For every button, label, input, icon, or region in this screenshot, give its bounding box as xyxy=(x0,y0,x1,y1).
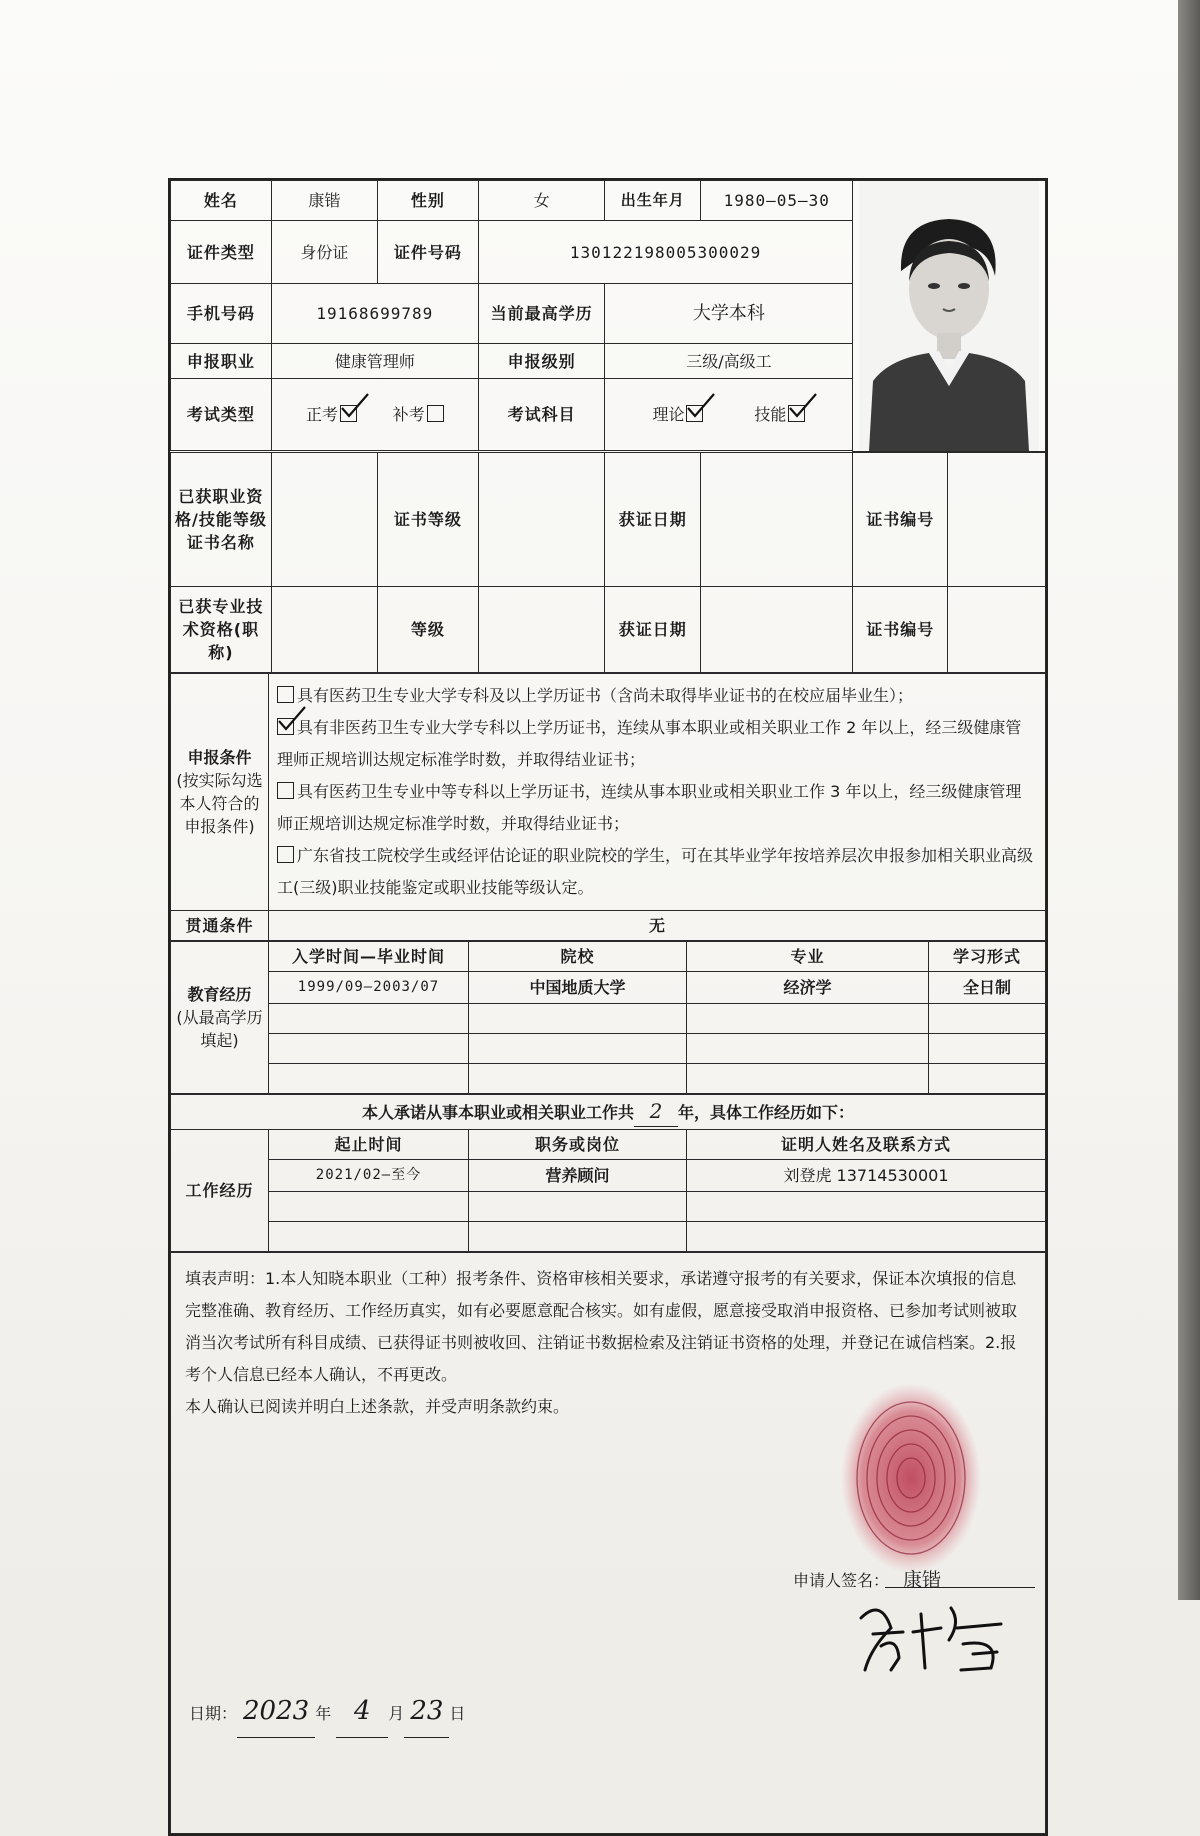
work-label: 工作经历 xyxy=(171,1130,269,1252)
subject-label: 考试科目 xyxy=(478,378,605,451)
promise-years[interactable]: 2 xyxy=(634,1097,678,1127)
condition-item-1 xyxy=(277,680,1037,712)
tech-label: 已获专业技术资格(职称) xyxy=(171,587,272,673)
condition-1-text: 具有医药卫生专业大学专科及以上学历证书（含尚未取得毕业证书的在校应届毕业生）； xyxy=(297,686,914,705)
edu-period-cell[interactable] xyxy=(269,1034,469,1064)
date-year[interactable]: 2023 xyxy=(237,1685,315,1738)
occupation-label: 申报职业 xyxy=(171,344,272,378)
work-position-cell: 营养顾问 xyxy=(469,1160,687,1192)
edu-value: 大学本科 xyxy=(605,283,853,344)
edu-period-cell: 1999/09—2003/07 xyxy=(269,972,469,1004)
table-row xyxy=(171,1192,1046,1222)
month-unit: 月 xyxy=(388,1704,405,1723)
exam-retake-label: 补考 xyxy=(392,405,425,425)
work-reference-cell[interactable] xyxy=(687,1192,1046,1222)
condition-1-checkbox[interactable] xyxy=(277,686,294,703)
skill-cert-value[interactable] xyxy=(271,453,377,587)
condition-item-4 xyxy=(277,840,1037,904)
year-unit: 年 xyxy=(315,1704,332,1723)
tech-no-label: 证书编号 xyxy=(853,587,948,673)
exam-regular-checkbox[interactable] xyxy=(340,405,357,422)
id-photo xyxy=(853,181,1046,452)
declaration-text: 填表声明：1.本人知晓本职业（工种）报考条件、资格审核相关要求，承诺遵守报考的有关要求，保证本次填报的信息完整准确、教育经历、工作经历真实，如有必要愿意配合核实。如有虚假，愿意接受取消申报资格、已参加考试则被取消当次考试所有科目成绩、已获得证书则被收回、注销证书数据检索及注销证书资格的处理，并登记在诚信档案。2.报考个人信息已经本人确认，不再更改。 xyxy=(185,1269,1018,1384)
level-label: 申报级别 xyxy=(478,344,605,378)
day-unit: 日 xyxy=(449,1704,466,1723)
edu-header-mode: 学习形式 xyxy=(929,942,1046,972)
signature-typed[interactable]: 康锴 xyxy=(903,1569,942,1591)
fingerprint-stamp xyxy=(826,1373,996,1583)
edu-mode-cell[interactable] xyxy=(929,1004,1046,1034)
promise-suffix: 年，具体工作经历如下： xyxy=(678,1103,855,1122)
conditions-label: 申报条件 xyxy=(187,747,252,767)
edu-header-school: 院校 xyxy=(469,942,687,972)
examtype-options xyxy=(271,378,478,451)
condition-item-3 xyxy=(277,776,1037,840)
edu-header-period: 入学时间—毕业时间 xyxy=(269,942,469,972)
conditions-label-cell xyxy=(171,674,269,911)
through-value: 无 xyxy=(269,911,1046,941)
checkmark-icon xyxy=(340,392,370,418)
table-row xyxy=(171,1160,1046,1192)
phone-value: 19168699789 xyxy=(271,283,478,344)
idno-value: 130122198005300029 xyxy=(478,221,853,284)
work-position-cell[interactable] xyxy=(469,1192,687,1222)
conditions-sublabel: (按实际勾选本人符合的申报条件) xyxy=(176,770,263,837)
work-reference-cell[interactable] xyxy=(687,1222,1046,1252)
edu-header-major: 专业 xyxy=(687,942,929,972)
edu-major-cell[interactable] xyxy=(687,1064,929,1094)
work-header-period: 起止时间 xyxy=(269,1130,469,1160)
tech-no-value[interactable] xyxy=(948,587,1046,673)
examtype-label: 考试类型 xyxy=(171,378,272,451)
certificate-table xyxy=(170,452,1046,673)
name-label: 姓名 xyxy=(171,181,272,221)
table-row xyxy=(171,1064,1046,1094)
edu-school-cell: 中国地质大学 xyxy=(469,972,687,1004)
work-reference-cell: 刘登虎 13714530001 xyxy=(687,1160,1046,1192)
edu-major-cell: 经济学 xyxy=(687,972,929,1004)
skill-date-value[interactable] xyxy=(701,453,853,587)
edu-school-cell[interactable] xyxy=(469,1004,687,1034)
occupation-value: 健康管理师 xyxy=(271,344,478,378)
work-position-cell[interactable] xyxy=(469,1222,687,1252)
education-label: 教育经历 xyxy=(187,984,252,1004)
conditions-table xyxy=(170,673,1046,941)
checkmark-icon xyxy=(686,392,716,418)
conditions-list xyxy=(269,674,1046,911)
condition-4-text: 广东省技工院校学生或经评估论证的职业院校的学生，可在其毕业学年按培养层次申报参加相关职业高级工(三级)职业技能鉴定或职业技能等级认定。 xyxy=(277,846,1034,897)
edu-mode-cell[interactable] xyxy=(929,1064,1046,1094)
name-value: 康锴 xyxy=(271,181,377,221)
skill-no-value[interactable] xyxy=(948,453,1046,587)
date-day[interactable]: 23 xyxy=(404,1685,449,1738)
subject-skill-checkbox[interactable] xyxy=(788,405,805,422)
condition-3-text: 具有医药卫生专业中等专科以上学历证书，连续从事本职业或相关职业工作 3 年以上，经三级健康管理师正规培训达规定标准学时数，并取得结业证书； xyxy=(277,782,1022,833)
gender-label: 性别 xyxy=(377,181,478,221)
work-period-cell[interactable] xyxy=(269,1192,469,1222)
edu-mode-cell[interactable] xyxy=(929,1034,1046,1064)
tech-level-label: 等级 xyxy=(377,587,478,673)
subject-theory-label: 理论 xyxy=(652,405,685,425)
condition-2-checkbox[interactable] xyxy=(277,718,294,735)
idno-label: 证件号码 xyxy=(377,221,478,284)
condition-item-2 xyxy=(277,712,1037,776)
idtype-value: 身份证 xyxy=(271,221,377,284)
condition-3-checkbox[interactable] xyxy=(277,782,294,799)
idtype-label: 证件类型 xyxy=(171,221,272,284)
work-promise xyxy=(171,1095,1046,1130)
condition-4-checkbox[interactable] xyxy=(277,846,294,863)
edu-period-cell[interactable] xyxy=(269,1004,469,1034)
skill-no-label: 证书编号 xyxy=(853,453,948,587)
tech-level-value[interactable] xyxy=(478,587,605,673)
table-row xyxy=(171,1222,1046,1252)
education-label-cell xyxy=(171,942,269,1094)
subject-options xyxy=(605,378,853,451)
edu-school-cell[interactable] xyxy=(469,1034,687,1064)
skill-level-value[interactable] xyxy=(478,453,605,587)
declaration-confirm: 本人确认已阅读并明白上述条款，并受声明条款约束。 xyxy=(185,1397,570,1416)
subject-skill-label: 技能 xyxy=(754,405,787,425)
skill-cert-label: 已获职业资格/技能等级证书名称 xyxy=(171,453,272,587)
subject-theory-checkbox[interactable] xyxy=(686,405,703,422)
date-area xyxy=(189,1685,465,1738)
work-header-reference: 证明人姓名及联系方式 xyxy=(687,1130,1046,1160)
date-month[interactable]: 4 xyxy=(336,1685,388,1738)
application-form xyxy=(168,178,1048,1836)
basic-info-table xyxy=(170,180,1046,452)
skill-level-label: 证书等级 xyxy=(377,453,478,587)
date-label: 日期： xyxy=(189,1704,238,1723)
edu-period-cell[interactable] xyxy=(269,1064,469,1094)
work-period-cell[interactable] xyxy=(269,1222,469,1252)
table-row xyxy=(171,972,1046,1004)
handwritten-signature xyxy=(851,1588,1021,1678)
promise-prefix: 本人承诺从事本职业或相关职业工作共 xyxy=(361,1103,634,1122)
edu-school-cell[interactable] xyxy=(469,1064,687,1094)
exam-retake-checkbox[interactable] xyxy=(427,405,444,422)
education-sublabel: (从最高学历填起) xyxy=(176,1007,263,1051)
tech-date-label: 获证日期 xyxy=(605,587,701,673)
condition-2-text: 具有非医药卫生专业大学专科以上学历证书，连续从事本职业或相关职业工作 2 年以上，经三级健康管理师正规培训达规定标准学时数，并取得结业证书； xyxy=(277,718,1022,769)
table-row xyxy=(171,1034,1046,1064)
exam-regular-label: 正考 xyxy=(306,405,339,425)
portrait-image xyxy=(859,181,1039,451)
birth-label: 出生年月 xyxy=(605,181,701,221)
gender-value: 女 xyxy=(478,181,605,221)
phone-label: 手机号码 xyxy=(171,283,272,344)
through-label: 贯通条件 xyxy=(171,911,269,941)
edu-major-cell[interactable] xyxy=(687,1004,929,1034)
checkmark-icon xyxy=(788,392,818,418)
tech-value[interactable] xyxy=(271,587,377,673)
work-table xyxy=(170,1094,1046,1252)
work-period-cell: 2021/02—至今 xyxy=(269,1160,469,1192)
signature-label: 申请人签名： xyxy=(793,1571,890,1590)
declaration-table xyxy=(170,1252,1046,1834)
edu-label: 当前最高学历 xyxy=(478,283,605,344)
tech-date-value[interactable] xyxy=(701,587,853,673)
level-value: 三级/高级工 xyxy=(605,344,853,378)
desk-edge xyxy=(1178,0,1200,1600)
declaration-cell xyxy=(171,1253,1046,1834)
edu-major-cell[interactable] xyxy=(687,1034,929,1064)
table-row xyxy=(171,1004,1046,1034)
education-table xyxy=(170,941,1046,1094)
work-header-position: 职务或岗位 xyxy=(469,1130,687,1160)
birth-value: 1980—05—30 xyxy=(701,181,853,221)
edu-mode-cell: 全日制 xyxy=(929,972,1046,1004)
skill-date-label: 获证日期 xyxy=(605,453,701,587)
